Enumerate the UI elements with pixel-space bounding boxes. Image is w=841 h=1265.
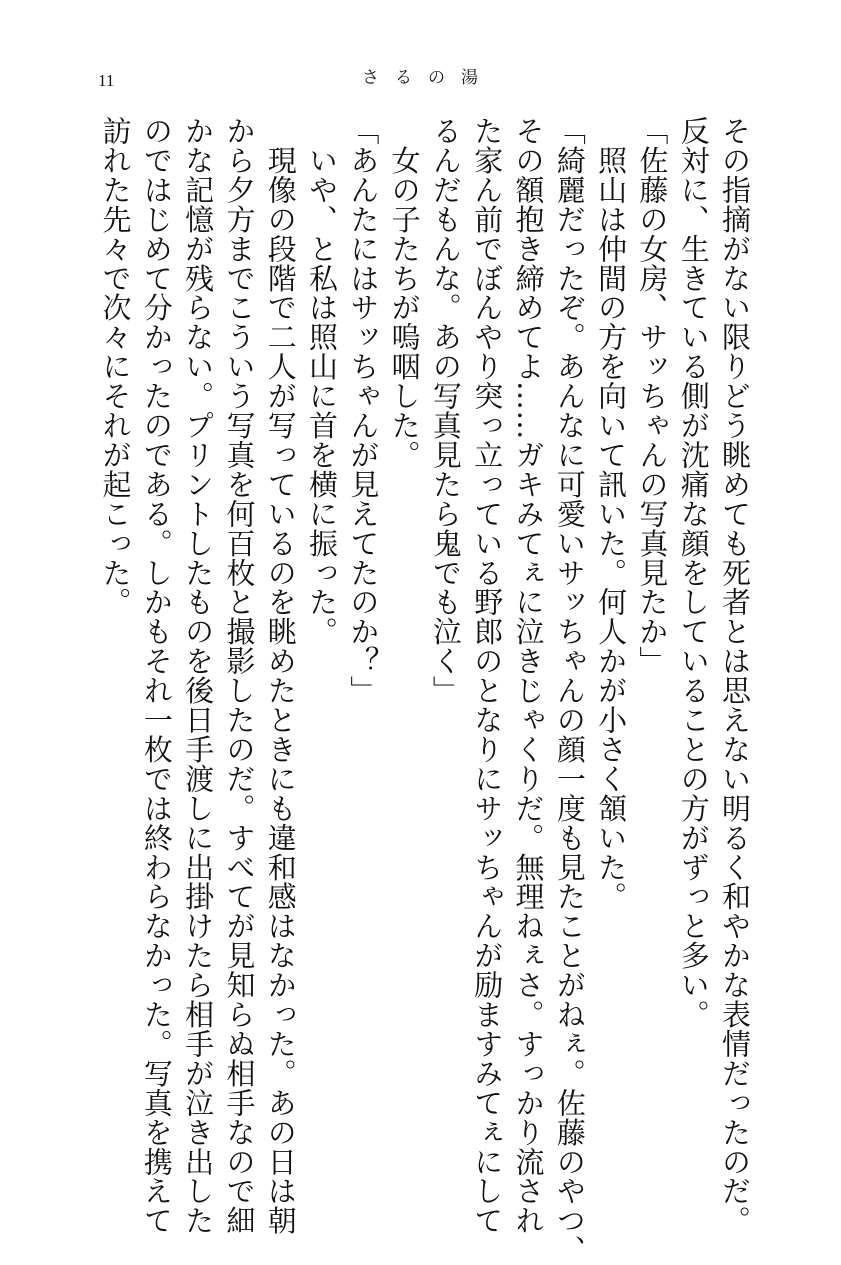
text-line: るんだもんな。あの写真見たら鬼でも泣く」 <box>428 116 463 705</box>
text-line: 照山は仲間の方を向いて訊いた。何人かが小さく頷いた。 <box>594 116 629 912</box>
running-head: さるの湯 <box>362 68 494 88</box>
text-line: その指摘がない限りどう眺めても死者とは思えない明るく和やかな表情だったのだ。 <box>718 116 752 1236</box>
text-line: その額抱き締めてよ……ガキみてぇに泣きじゃくりだ。無理ねぇさ。すっかり流され <box>511 116 546 1236</box>
text-line: 「あんたにはサッちゃんが見えてたのか？」 <box>346 116 381 705</box>
text-line: 「綺麗だったぞ。あんなに可愛いサッちゃんの顔一度も見たことがねぇ。佐藤のやつ、 <box>552 116 587 1265</box>
text-line: 「佐藤の女房、サッちゃんの写真見たか」 <box>635 116 670 676</box>
text-line: 反対に、生きている側が沈痛な顔をしていることの方がずっと多い。 <box>676 116 711 1029</box>
vertical-text-block <box>94 116 755 1265</box>
text-line: いや、と私は照山に首を横に振った。 <box>305 116 340 647</box>
text-line: かな記憶が残らない。プリントしたものを後日手渡しに出掛けたら相手が泣き出した <box>181 116 216 1236</box>
text-line: 女の子たちが嗚咽した。 <box>387 116 422 470</box>
text-line: た家ん前でぼんやり突っ立っている野郎のとなりにサッちゃんが励ますみてぇにして <box>470 116 505 1236</box>
text-line: 訪れた先々で次々にそれが起こった。 <box>98 116 133 617</box>
text-line: 現像の段階で二人が写っているのを眺めたときにも違和感はなかった。あの日は朝 <box>263 116 298 1236</box>
text-line: から夕方までこういう写真を何百枚と撮影したのだ。すべてが見知らぬ相手なので細 <box>222 116 257 1236</box>
text-line: のではじめて分かったのである。しかもそれ一枚では終わらなかった。写真を携えて <box>139 116 174 1236</box>
page-number: 11 <box>98 71 115 90</box>
